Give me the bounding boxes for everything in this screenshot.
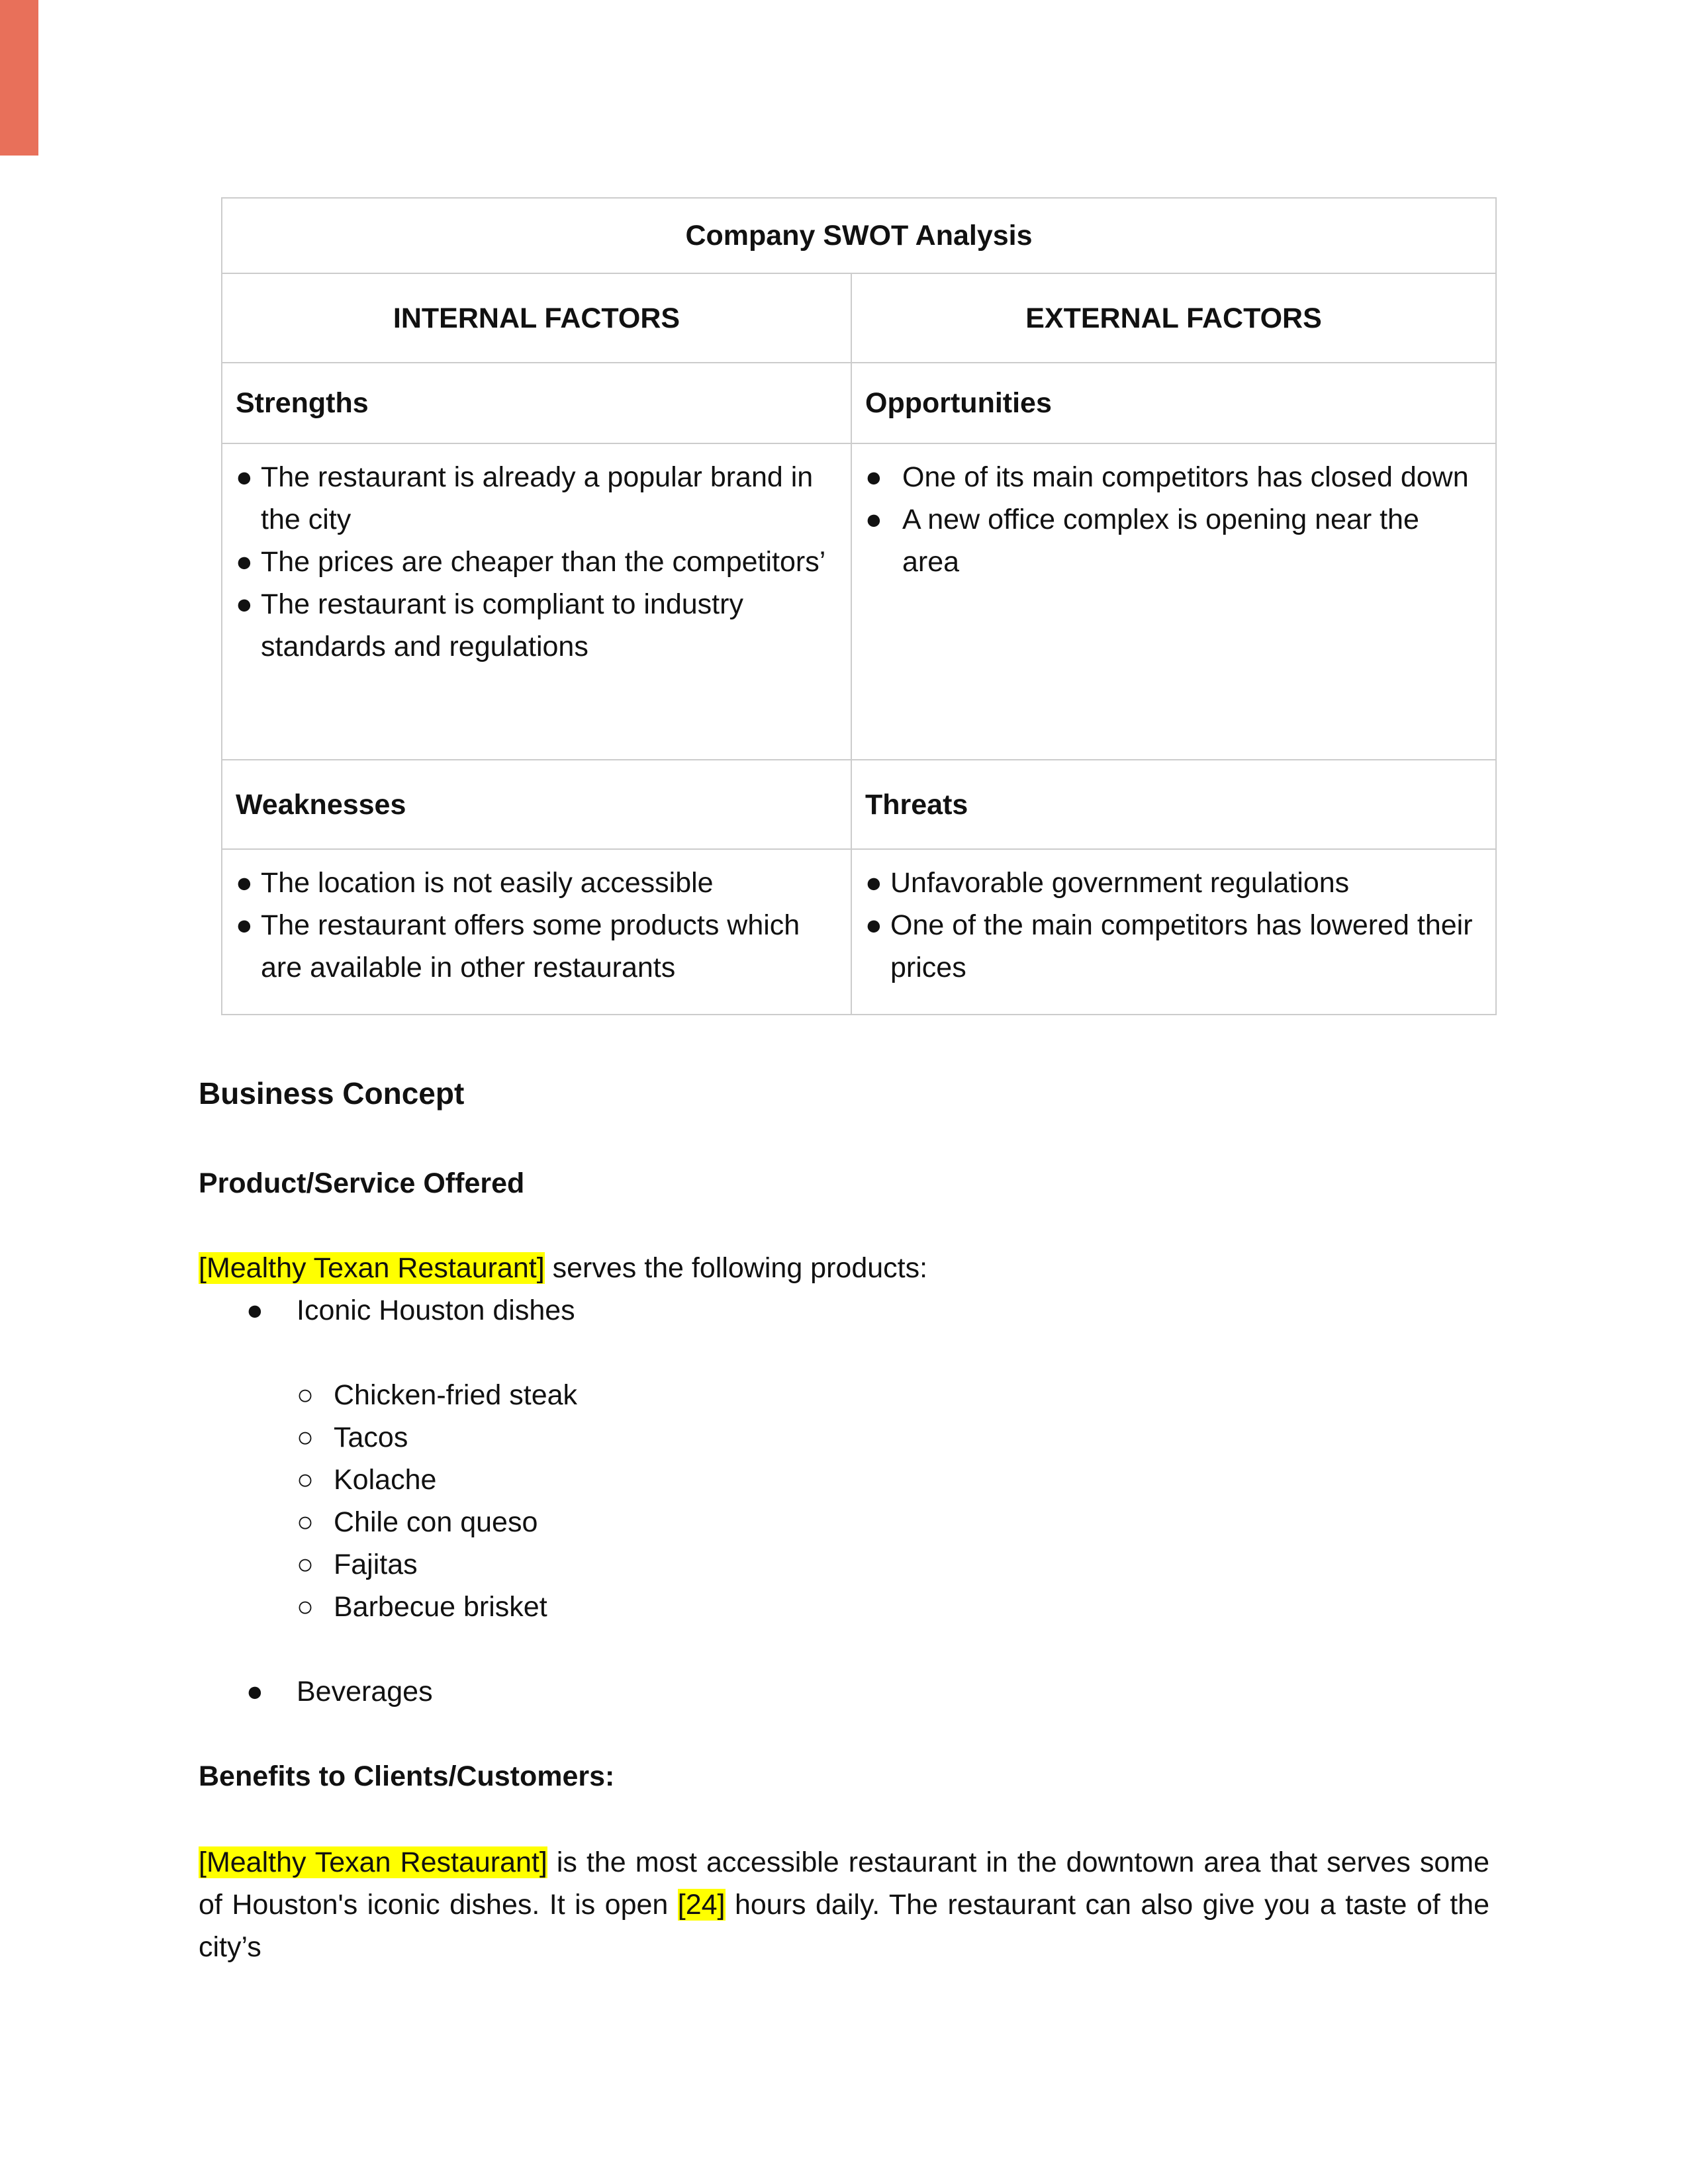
- list-item: ● The prices are cheaper than the competitors’: [236, 541, 837, 583]
- list-item: ● Iconic Houston dishes: [199, 1289, 1489, 1332]
- list-item: ● The location is not easily accessible: [236, 862, 837, 904]
- accent-bar: [0, 0, 38, 156]
- bullet-icon: ●: [236, 909, 253, 941]
- bullet-icon: ●: [865, 461, 882, 493]
- bullet-icon: ●: [865, 909, 882, 941]
- circle-bullet-icon: ○: [297, 1591, 314, 1623]
- circle-bullet-icon: ○: [297, 1422, 314, 1453]
- swot-title: Company SWOT Analysis: [222, 198, 1496, 273]
- category-iconic-dishes: [199, 1289, 1489, 1332]
- list-item: ● The restaurant is already a popular brand in the city: [236, 456, 837, 541]
- circle-bullet-icon: ○: [297, 1464, 314, 1496]
- threats-list: [865, 862, 1482, 989]
- opportunities-cell: [851, 443, 1496, 760]
- hours-highlight: [24]: [677, 1889, 726, 1921]
- swot-table: [221, 197, 1497, 1015]
- list-item: ○ Chicken-fried steak: [199, 1374, 1489, 1416]
- threats-cell: [851, 849, 1496, 1015]
- dishes-list: [199, 1374, 1489, 1628]
- list-item: ● Beverages: [199, 1670, 1489, 1713]
- circle-bullet-icon: ○: [297, 1549, 314, 1580]
- strengths-cell: [222, 443, 851, 760]
- bullet-icon: ●: [236, 588, 253, 620]
- weaknesses-list: [236, 862, 837, 989]
- benefits-text: is the most accessible restaurant in the downtown area that serves some of Houston's iconic dishes. It is open: [199, 1846, 1489, 1921]
- company-name-highlight: [Mealthy Texan Restaurant]: [199, 1252, 545, 1284]
- bullet-icon: ●: [865, 504, 882, 535]
- products-intro: [199, 1247, 1489, 1289]
- bullet-icon: ●: [865, 867, 882, 899]
- external-factors-header: EXTERNAL FACTORS: [851, 273, 1496, 363]
- list-item: ● The restaurant is compliant to industry standards and regulations: [236, 583, 837, 668]
- weaknesses-label: Weaknesses: [222, 760, 851, 849]
- opportunities-label: Opportunities: [851, 363, 1496, 443]
- benefits-text-continued: hours daily. The restaurant can also give you a taste of the city’s: [199, 1889, 1489, 1963]
- strengths-list: [236, 456, 837, 668]
- bullet-icon: ●: [246, 1295, 263, 1326]
- threats-label: Threats: [851, 760, 1496, 849]
- list-item: ● One of its main competitors has closed down: [865, 456, 1482, 498]
- strengths-label: Strengths: [222, 363, 851, 443]
- bullet-icon: ●: [236, 461, 253, 493]
- product-service-heading: Product/Service Offered: [199, 1167, 525, 1199]
- benefits-heading: Benefits to Clients/Customers:: [199, 1760, 615, 1792]
- benefits-paragraph: [199, 1841, 1489, 1968]
- opportunities-list: [865, 456, 1482, 583]
- internal-factors-header: INTERNAL FACTORS: [222, 273, 851, 363]
- products-intro-text: serves the following products:: [544, 1252, 928, 1284]
- list-item: ○ Tacos: [199, 1416, 1489, 1459]
- list-item: ● One of the main competitors has lowered their prices: [865, 904, 1482, 989]
- circle-bullet-icon: ○: [297, 1506, 314, 1538]
- business-concept-heading: Business Concept: [199, 1076, 465, 1111]
- list-item: ○ Chile con queso: [199, 1501, 1489, 1543]
- bullet-icon: ●: [246, 1676, 263, 1707]
- list-item: ● The restaurant offers some products which are available in other restaurants: [236, 904, 837, 989]
- bullet-icon: ●: [236, 867, 253, 899]
- circle-bullet-icon: ○: [297, 1379, 314, 1411]
- bullet-icon: ●: [236, 546, 253, 578]
- weaknesses-cell: [222, 849, 851, 1015]
- list-item: ○ Fajitas: [199, 1543, 1489, 1586]
- list-item: ● A new office complex is opening near the area: [865, 498, 1482, 583]
- list-item: ○ Kolache: [199, 1459, 1489, 1501]
- list-item: ● Unfavorable government regulations: [865, 862, 1482, 904]
- list-item: ○ Barbecue brisket: [199, 1586, 1489, 1628]
- company-name-highlight: [Mealthy Texan Restaurant]: [199, 1846, 547, 1878]
- category-beverages: [199, 1670, 1489, 1713]
